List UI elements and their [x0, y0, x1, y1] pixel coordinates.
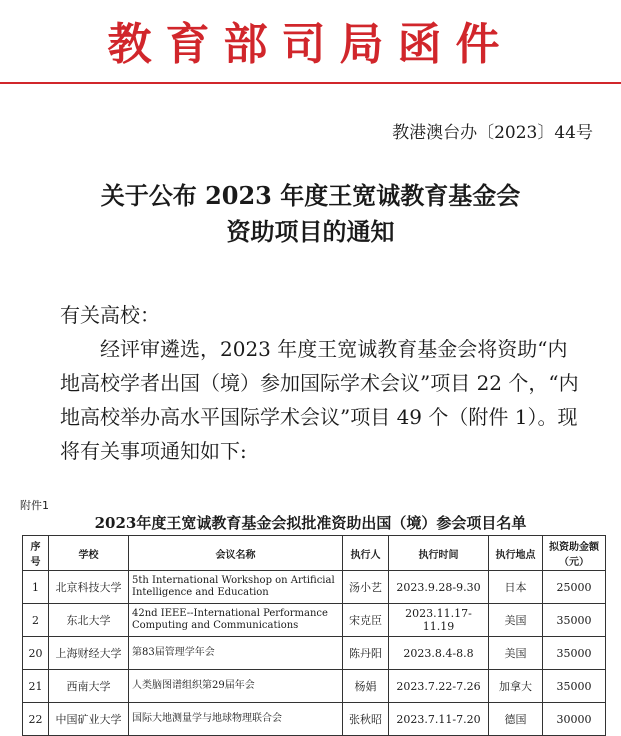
cell-conference: 人类脑图谱组织第29届年会 [129, 670, 343, 703]
cell-conference: 国际大地测量学与地球物理联合会 [129, 703, 343, 736]
cell-person: 杨娟 [343, 670, 389, 703]
document-title-line-2: 资助项目的通知 [226, 217, 395, 246]
cell-location: 德国 [489, 703, 543, 736]
salutation: 有关高校： [60, 303, 160, 327]
cell-index: 2 [23, 604, 49, 637]
table-row [23, 703, 606, 736]
column-header: 执行地点 [489, 536, 543, 571]
cell-conference: 5th International Workshop on Artificial Intelligence and Education [129, 571, 343, 604]
cell-school: 东北大学 [49, 604, 129, 637]
cell-school: 北京科技大学 [49, 571, 129, 604]
attachment-label: 附件1 [20, 499, 49, 512]
cell-school: 西南大学 [49, 670, 129, 703]
cell-school: 中国矿业大学 [49, 703, 129, 736]
cell-school: 上海财经大学 [49, 637, 129, 670]
cell-conference: 第83届管理学年会 [129, 637, 343, 670]
cell-person: 宋克臣 [343, 604, 389, 637]
table-title: 2023年度王宽诚教育基金会拟批准资助出国（境）参会项目名单 [94, 514, 527, 532]
cell-date: 2023.7.22-7.26 [389, 670, 489, 703]
projects-table [22, 535, 606, 736]
cell-index: 1 [23, 571, 49, 604]
table-row [23, 637, 606, 670]
table-header-row [23, 536, 606, 571]
cell-date: 2023.9.28-9.30 [389, 571, 489, 604]
cell-conference: 42nd IEEE--International Performance Computing and Communications [129, 604, 343, 637]
letterhead-divider [0, 82, 621, 84]
cell-amount: 35000 [543, 670, 606, 703]
cell-amount: 35000 [543, 604, 606, 637]
cell-index: 22 [23, 703, 49, 736]
cell-date: 2023.7.11-7.20 [389, 703, 489, 736]
column-header: 学校 [49, 536, 129, 571]
cell-location: 日本 [489, 571, 543, 604]
cell-amount: 25000 [543, 571, 606, 604]
column-header: 会议名称 [129, 536, 343, 571]
document-title [0, 178, 621, 250]
document-title-line-1: 关于公布 2023 年度王宽诚教育基金会 [100, 181, 521, 210]
cell-person: 张秋昭 [343, 703, 389, 736]
table-row [23, 571, 606, 604]
cell-location: 美国 [489, 637, 543, 670]
column-header: 执行时间 [389, 536, 489, 571]
cell-location: 美国 [489, 604, 543, 637]
cell-person: 汤小艺 [343, 571, 389, 604]
cell-date: 2023.8.4-8.8 [389, 637, 489, 670]
cell-location: 加拿大 [489, 670, 543, 703]
cell-index: 21 [23, 670, 49, 703]
letterhead-title: 教育部司局函件 [107, 19, 514, 70]
cell-amount: 35000 [543, 637, 606, 670]
cell-index: 20 [23, 637, 49, 670]
document-number: 教港澳台办〔2023〕44号 [392, 123, 593, 143]
cell-amount: 30000 [543, 703, 606, 736]
column-header: 拟资助金额（元） [543, 536, 606, 571]
table-row [23, 604, 606, 637]
column-header: 执行人 [343, 536, 389, 571]
column-header: 序号 [23, 536, 49, 571]
cell-person: 陈丹阳 [343, 637, 389, 670]
cell-date: 2023.11.17-11.19 [389, 604, 489, 637]
table-row [23, 670, 606, 703]
body-paragraph: 经评审遴选，2023 年度王宽诚教育基金会将资助“内地高校学者出国（境）参加国际学术会议”项目 22 个，“内地高校举办高水平国际学术会议”项目 49 个（附件 1）。现将有关事项通知如下: [60, 337, 579, 463]
